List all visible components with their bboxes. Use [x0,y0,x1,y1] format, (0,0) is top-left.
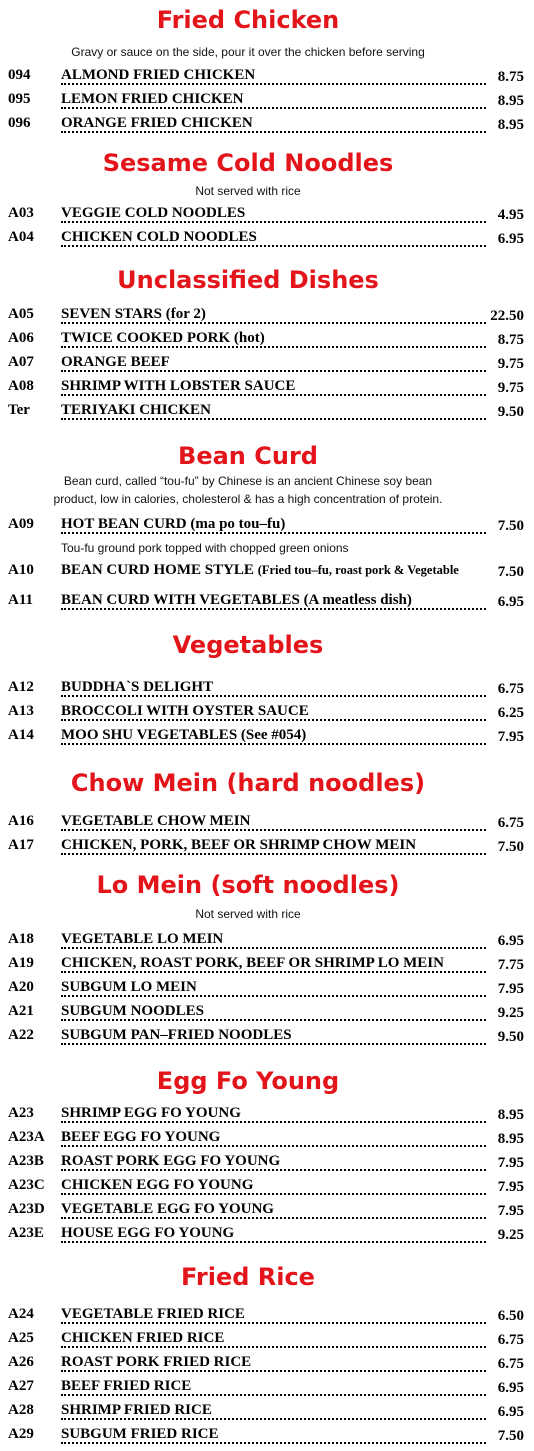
item-name-text: VEGGIE COLD NOODLES [61,205,246,221]
item-name-text: BEAN CURD HOME STYLE [61,562,254,578]
item-name-text: BEEF EGG FO YOUNG [61,1129,221,1145]
menu-item [0,402,534,424]
menu-item [0,1306,534,1328]
menu-item [0,813,534,835]
item-price: 9.25 [497,1005,524,1021]
item-price: 9.50 [497,1029,524,1045]
item-name [61,330,486,347]
item-name [61,378,486,395]
item-name [61,205,486,222]
item-code: A05 [8,306,34,322]
item-name-text: LEMON FRIED CHICKEN [61,91,244,107]
item-price: 7.95 [497,729,524,745]
menu-item [0,979,534,1001]
item-code: A23E [8,1225,44,1241]
item-code: A23B [8,1153,44,1169]
section-title: Lo Mein (soft noodles) [96,871,400,899]
item-name [61,1027,486,1044]
item-name [61,592,486,609]
item-code: A25 [8,1330,34,1346]
item-name [61,1201,486,1218]
item-code: A14 [8,727,34,743]
item-detail: (Fried tou–fu, roast pork & Vegetable [257,563,459,577]
item-name [61,306,486,323]
item-name-text: ROAST PORK EGG FO YOUNG [61,1153,281,1169]
item-code: A26 [8,1354,34,1370]
item-name [61,727,486,744]
item-name-text: ALMOND FRIED CHICKEN [61,67,256,83]
item-code: A23A [8,1129,45,1145]
item-code: A24 [8,1306,34,1322]
menu-item [0,1378,534,1400]
item-code: A23 [8,1105,34,1121]
item-price: 6.95 [497,594,524,610]
menu-item [0,1354,534,1376]
section-note: Not served with rice [195,907,301,921]
item-code: A11 [8,592,34,608]
item-name-text: HOUSE EGG FO YOUNG [61,1225,235,1241]
item-name [61,1105,486,1122]
item-name-text: SUBGUM FRIED RICE [61,1426,219,1442]
item-price: 7.75 [497,957,524,973]
item-price: 7.50 [497,564,524,580]
section-title: Unclassified Dishes [117,266,379,294]
item-price: 6.75 [497,815,524,831]
item-name [61,1003,486,1020]
item-code: A21 [8,1003,34,1019]
item-name [61,1177,486,1194]
item-code: A10 [8,562,34,578]
item-name-text: CHICKEN, ROAST PORK, BEEF OR SHRIMP LO MEIN [61,955,444,971]
item-code: A04 [8,229,34,245]
item-price: 7.50 [497,839,524,855]
menu-item [0,330,534,352]
section-title: Egg Fo Young [156,1067,340,1095]
item-code: A28 [8,1402,34,1418]
item-code: A17 [8,837,34,853]
menu-item [0,516,534,538]
item-code: A23D [8,1201,45,1217]
menu-item [0,1225,534,1247]
item-name [61,562,486,579]
item-name-text: SEVEN STARS (for 2) [61,306,206,322]
item-code: A08 [8,378,34,394]
item-price: 6.75 [497,681,524,697]
item-name-text: HOT BEAN CURD (ma po tou–fu) [61,516,286,532]
menu-item [0,955,534,977]
section-title: Vegetables [172,631,324,659]
item-name [61,1129,486,1146]
section-note: Bean curd, called “tou-fu” by Chinese is an ancient Chinese soy bean [63,474,433,488]
item-name [61,1330,486,1347]
item-price: 7.50 [497,518,524,534]
item-price: 9.75 [497,380,524,396]
item-name [61,1306,486,1323]
item-price: 7.50 [497,1428,524,1444]
item-price: 6.75 [497,1356,524,1372]
item-price: 6.75 [497,1332,524,1348]
item-code: A20 [8,979,34,995]
item-price: 9.25 [497,1227,524,1243]
item-price: 9.75 [497,356,524,372]
item-price: 6.95 [497,231,524,247]
section-title: Fried Chicken [156,6,340,34]
menu-item [0,562,534,584]
item-price: 8.75 [497,69,524,85]
menu-item [0,1027,534,1049]
menu-item [0,67,534,89]
menu-item [0,306,534,328]
item-name-text: VEGETABLE LO MEIN [61,931,224,947]
item-price: 7.95 [497,1179,524,1195]
item-name-text: SHRIMP FRIED RICE [61,1402,212,1418]
section-title: Sesame Cold Noodles [102,149,394,177]
item-name [61,813,486,830]
item-price: 7.95 [497,981,524,997]
item-price: 6.25 [497,705,524,721]
menu-item [0,1426,534,1448]
item-name-text: VEGETABLE CHOW MEIN [61,813,251,829]
item-name-text: ORANGE BEEF [61,354,170,370]
item-name [61,67,486,84]
item-price: 6.95 [497,1404,524,1420]
item-name-text: CHICKEN EGG FO YOUNG [61,1177,254,1193]
item-name-text: BUDDHA`S DELIGHT [61,679,214,695]
item-name-text: BEAN CURD WITH VEGETABLES (A meatless dish) [61,592,412,608]
item-price: 8.95 [497,117,524,133]
item-name [61,703,486,720]
item-price: 8.95 [497,1107,524,1123]
item-name-text: VEGETABLE EGG FO YOUNG [61,1201,274,1217]
item-name [61,1225,486,1242]
menu-item [0,354,534,376]
item-name [61,115,486,132]
item-price: 6.95 [497,1380,524,1396]
menu-item [0,703,534,725]
item-code: A12 [8,679,34,695]
item-code: 094 [8,67,31,83]
item-code: A22 [8,1027,34,1043]
item-code: A03 [8,205,34,221]
menu-item [0,1402,534,1424]
menu-item [0,679,534,701]
item-name [61,1426,486,1443]
menu-item [0,1129,534,1151]
item-name [61,979,486,996]
item-code: A07 [8,354,34,370]
item-code: A09 [8,516,34,532]
item-code: Ter [8,402,30,418]
item-name-text: SHRIMP EGG FO YOUNG [61,1105,241,1121]
menu-item [0,592,534,614]
item-name [61,955,486,972]
item-name-text: VEGETABLE FRIED RICE [61,1306,245,1322]
item-code: A19 [8,955,34,971]
item-name-text: SUBGUM LO MEIN [61,979,197,995]
menu-item [0,91,534,113]
menu-item [0,727,534,749]
item-name [61,516,486,533]
item-name-text: BROCCOLI WITH OYSTER SAUCE [61,703,309,719]
item-code: A18 [8,931,34,947]
item-price: 22.50 [490,308,524,324]
item-name-text: ROAST PORK FRIED RICE [61,1354,252,1370]
item-price: 6.95 [497,933,524,949]
item-name [61,931,486,948]
item-name-text: TWICE COOKED PORK (hot) [61,330,265,346]
item-price: 8.95 [497,1131,524,1147]
item-price: 8.75 [497,332,524,348]
item-code: A27 [8,1378,34,1394]
item-code: 096 [8,115,31,131]
item-name [61,1153,486,1170]
item-price: 6.50 [497,1308,524,1324]
menu-item [0,931,534,953]
section-title: Chow Mein (hard noodles) [70,769,426,797]
section-note: Gravy or sauce on the side, pour it over the chicken before serving [71,45,425,59]
item-price: 8.95 [497,93,524,109]
item-name-text: BEEF FRIED RICE [61,1378,192,1394]
item-price: 7.95 [497,1155,524,1171]
menu-item [0,1003,534,1025]
item-code: A06 [8,330,34,346]
section-title: Fried Rice [181,1263,315,1291]
item-code: A16 [8,813,34,829]
item-name-text: SHRIMP WITH LOBSTER SAUCE [61,378,296,394]
item-note: Tou-fu ground pork topped with chopped green onions [61,541,349,555]
item-name [61,1378,486,1395]
item-name [61,1354,486,1371]
item-name [61,229,486,246]
item-name-text: TERIYAKI CHICKEN [61,402,211,418]
item-name [61,402,486,419]
item-price: 4.95 [497,207,524,223]
menu-item [0,1105,534,1127]
section-note: product, low in calories, cholesterol & has a high concentration of protein. [53,492,443,506]
menu-item [0,1177,534,1199]
menu-item [0,378,534,400]
menu-item [0,1330,534,1352]
item-name [61,679,486,696]
item-name-text: CHICKEN COLD NOODLES [61,229,257,245]
item-name-text: CHICKEN, PORK, BEEF OR SHRIMP CHOW MEIN [61,837,417,853]
item-name-text: CHICKEN FRIED RICE [61,1330,225,1346]
menu-item [0,837,534,859]
item-price: 7.95 [497,1203,524,1219]
item-code: A29 [8,1426,34,1442]
item-code: A23C [8,1177,45,1193]
item-name-text: MOO SHU VEGETABLES (See #054) [61,727,307,743]
item-name [61,1402,486,1419]
item-name [61,91,486,108]
menu-item [0,1201,534,1223]
item-code: 095 [8,91,31,107]
item-name-text: SUBGUM PAN–FRIED NOODLES [61,1027,292,1043]
item-name [61,354,486,371]
item-name-text: SUBGUM NOODLES [61,1003,204,1019]
menu-item [0,229,534,251]
menu-item [0,1153,534,1175]
item-name [61,837,486,854]
item-code: A13 [8,703,34,719]
menu-item [0,205,534,227]
item-price: 9.50 [497,404,524,420]
section-title: Bean Curd [178,442,318,470]
menu-item [0,115,534,137]
section-note: Not served with rice [195,184,301,198]
item-name-text: ORANGE FRIED CHICKEN [61,115,253,131]
